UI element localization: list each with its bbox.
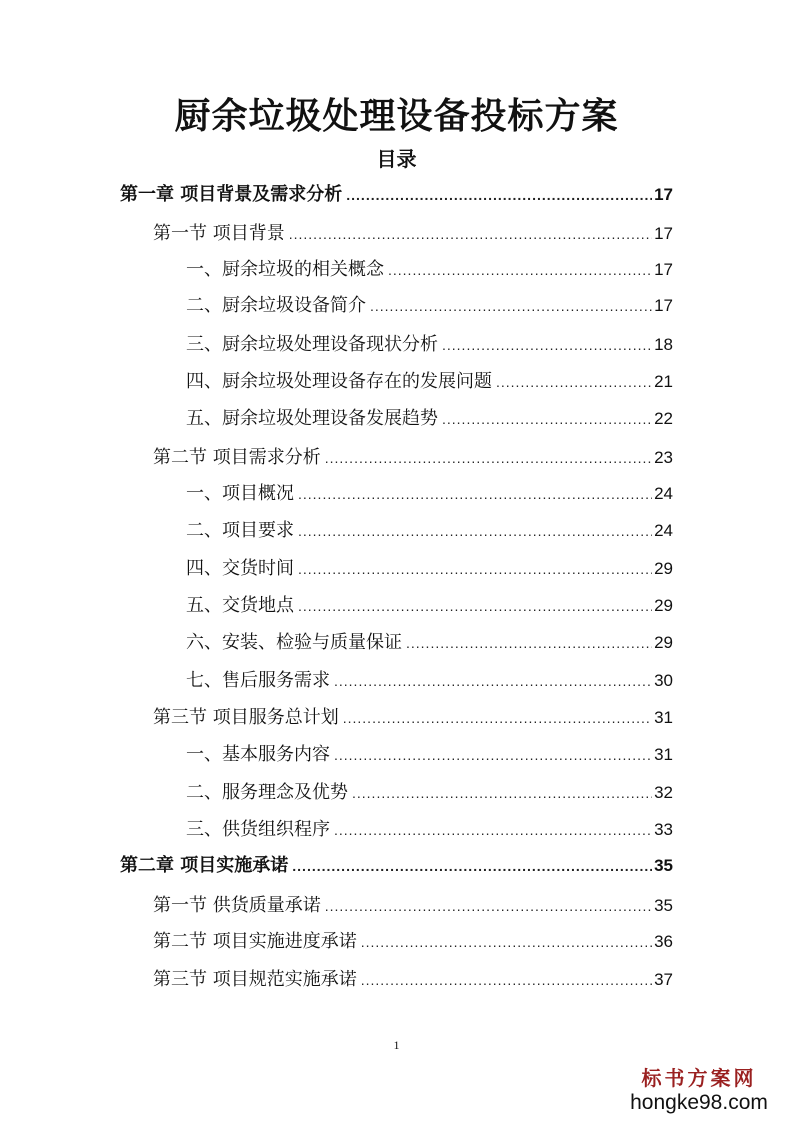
toc-entry-page: 22	[654, 409, 673, 428]
toc-dot-leader	[325, 891, 652, 921]
toc-entry-label: 五、交货地点	[186, 595, 294, 616]
toc-entry-label: 三、供货组织程序	[186, 819, 330, 840]
toc-entry-label: 第二章 项目实施承诺	[120, 855, 289, 876]
toc-entry-page: 24	[654, 521, 673, 540]
toc-entry-page: 29	[654, 559, 673, 578]
toc-entry-page: 24	[654, 484, 673, 503]
toc-dot-leader	[334, 815, 652, 845]
toc-dot-leader	[289, 219, 652, 249]
toc-entry-page: 29	[654, 633, 673, 652]
toc-dot-leader	[496, 367, 652, 397]
toc-entry-chapter-1[interactable]	[120, 180, 673, 210]
toc-entry-label: 第二节 项目实施进度承诺	[153, 931, 357, 952]
toc-entry-item[interactable]	[186, 591, 673, 621]
toc-entry-page: 17	[654, 224, 673, 243]
toc-entry-section-1-2[interactable]	[153, 443, 673, 473]
toc-entry-item[interactable]	[186, 666, 673, 696]
toc-entry-item[interactable]	[186, 255, 673, 285]
toc-entry-item[interactable]	[186, 367, 673, 397]
toc-dot-leader	[334, 740, 652, 770]
toc-entry-item[interactable]	[186, 291, 673, 321]
toc-entry-label: 第三节 项目服务总计划	[153, 707, 339, 728]
watermark-site-name: 标书方案网	[641, 1066, 757, 1090]
toc-entry-item[interactable]	[186, 516, 673, 546]
toc-entry-page: 18	[654, 335, 673, 354]
toc-dot-leader	[442, 330, 652, 360]
toc-entry-label: 第二节 项目需求分析	[153, 447, 321, 468]
toc-entry-section-2-3[interactable]	[153, 965, 673, 995]
toc-entry-label: 四、交货时间	[186, 558, 294, 579]
toc-entry-label: 六、安装、检验与质量保证	[186, 632, 402, 653]
toc-entry-item[interactable]	[186, 330, 673, 360]
toc-dot-leader	[370, 291, 652, 321]
toc-entry-item[interactable]	[186, 740, 673, 770]
toc-entry-page: 31	[654, 745, 673, 764]
toc-entry-section-2-1[interactable]	[153, 891, 673, 921]
toc-entry-page: 32	[654, 783, 673, 802]
toc-entry-page: 31	[654, 708, 673, 727]
toc-entry-label: 二、项目要求	[186, 520, 294, 541]
toc-entry-label: 第一节 项目背景	[153, 223, 285, 244]
toc-entry-page: 35	[654, 856, 673, 875]
toc-entry-label: 三、厨余垃圾处理设备现状分析	[186, 334, 438, 355]
toc-entry-label: 二、服务理念及优势	[186, 782, 348, 803]
toc-entry-item[interactable]	[186, 404, 673, 434]
toc-entry-item[interactable]	[186, 628, 673, 658]
toc-entry-chapter-2[interactable]	[120, 851, 673, 881]
toc-entry-item[interactable]	[186, 815, 673, 845]
toc-entry-item[interactable]	[186, 554, 673, 584]
document-title: 厨余垃圾处理设备投标方案	[174, 95, 619, 137]
toc-entry-page: 17	[654, 260, 673, 279]
toc-entry-section-2-2[interactable]	[153, 927, 673, 957]
toc-dot-leader	[343, 703, 652, 733]
toc-entry-page: 35	[654, 896, 673, 915]
toc-entry-item[interactable]	[186, 479, 673, 509]
toc-entry-label: 一、基本服务内容	[186, 744, 330, 765]
toc-entry-page: 21	[654, 372, 673, 391]
toc-heading: 目录	[376, 147, 417, 171]
toc-dot-leader	[361, 965, 652, 995]
toc-entry-label: 二、厨余垃圾设备简介	[186, 295, 366, 316]
toc-dot-leader	[346, 180, 652, 210]
toc-entry-page: 36	[654, 932, 673, 951]
toc-dot-leader	[298, 479, 652, 509]
page-number: 1	[393, 1038, 400, 1052]
site-watermark	[619, 1066, 779, 1116]
toc-dot-leader	[325, 443, 652, 473]
toc-entry-page: 17	[654, 185, 673, 204]
toc-dot-leader	[361, 927, 652, 957]
toc-dot-leader	[442, 404, 652, 434]
toc-entry-section-1-3[interactable]	[153, 703, 673, 733]
toc-dot-leader	[298, 554, 652, 584]
toc-entry-page: 37	[654, 970, 673, 989]
toc-dot-leader	[292, 851, 652, 881]
toc-entry-label: 五、厨余垃圾处理设备发展趋势	[186, 408, 438, 429]
toc-entry-label: 第一章 项目背景及需求分析	[120, 184, 343, 205]
toc-dot-leader	[406, 628, 652, 658]
toc-entry-page: 30	[654, 671, 673, 690]
toc-dot-leader	[298, 591, 652, 621]
toc-dot-leader	[298, 516, 652, 546]
toc-entry-label: 第三节 项目规范实施承诺	[153, 969, 357, 990]
toc-entry-page: 23	[654, 448, 673, 467]
toc-entry-page: 17	[654, 296, 673, 315]
toc-entry-page: 33	[654, 820, 673, 839]
toc-entry-section-1-1[interactable]	[153, 219, 673, 249]
toc-dot-leader	[334, 666, 652, 696]
toc-entry-label: 一、项目概况	[186, 483, 294, 504]
toc-entry-label: 七、售后服务需求	[186, 670, 330, 691]
toc-entry-page: 29	[654, 596, 673, 615]
toc-entry-label: 四、厨余垃圾处理设备存在的发展问题	[186, 371, 492, 392]
watermark-url: hongke98.com	[630, 1091, 768, 1114]
toc-entry-label: 第一节 供货质量承诺	[153, 895, 321, 916]
toc-dot-leader	[352, 778, 652, 808]
toc-dot-leader	[388, 255, 652, 285]
toc-entry-label: 一、厨余垃圾的相关概念	[186, 259, 384, 280]
toc-entry-item[interactable]	[186, 778, 673, 808]
